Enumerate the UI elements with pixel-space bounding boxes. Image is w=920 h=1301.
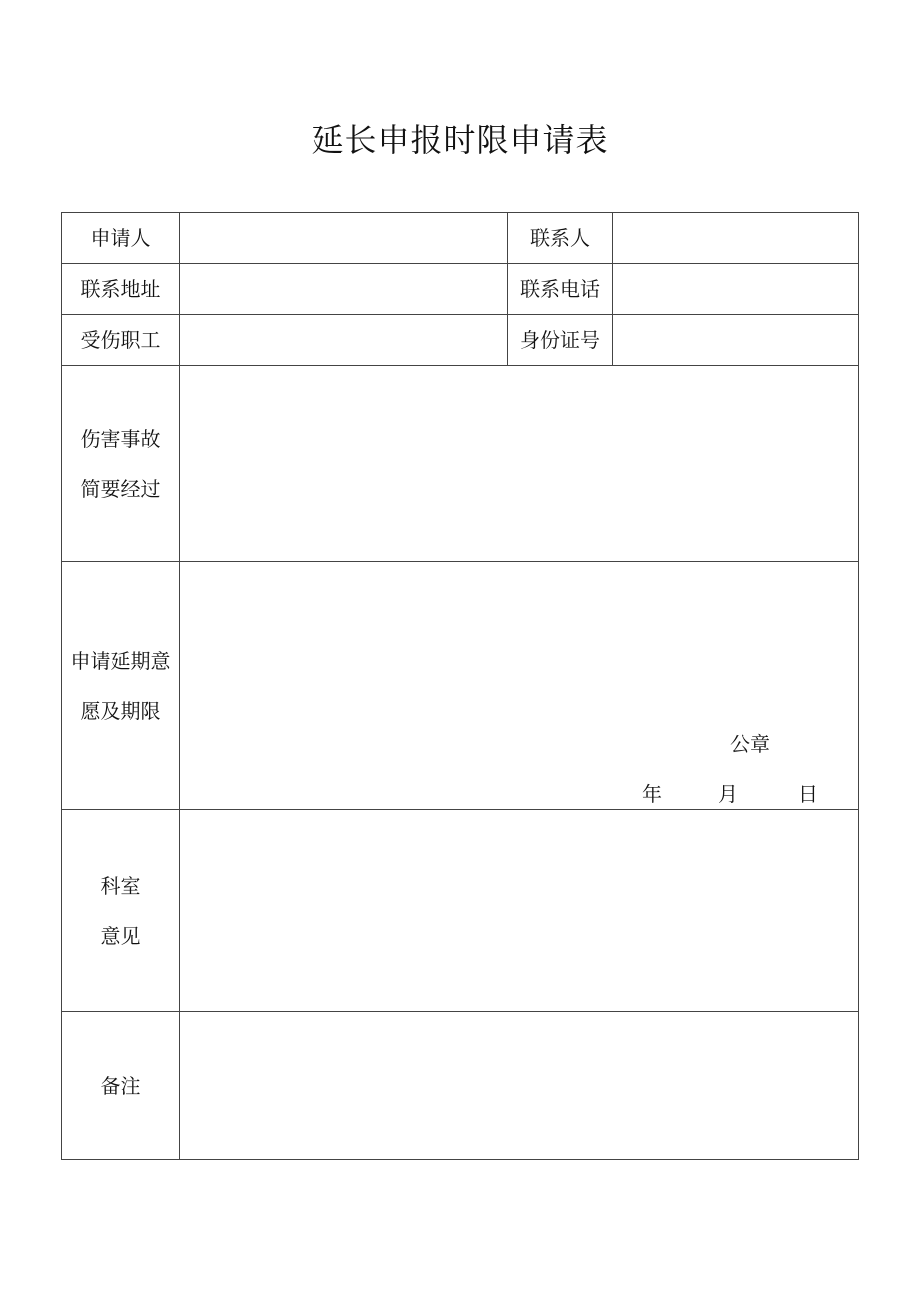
applicant-field[interactable]: [180, 213, 508, 264]
department-label-line1: 科室: [100, 873, 141, 898]
id-number-field[interactable]: [613, 315, 859, 366]
department-row: [62, 810, 859, 1012]
extension-request-field[interactable]: [180, 562, 859, 810]
accident-label-line2: 简要经过: [80, 476, 161, 501]
id-number-label: 身份证号: [508, 315, 613, 366]
extension-row: [62, 562, 859, 810]
official-seal-label: 公章: [730, 732, 770, 756]
phone-field[interactable]: [613, 264, 859, 315]
remarks-label: 备注: [62, 1012, 180, 1160]
address-label: 联系地址: [62, 264, 180, 315]
contact-person-label: 联系人: [508, 213, 613, 264]
address-field[interactable]: [180, 264, 508, 315]
application-form-table: [61, 212, 859, 1160]
contact-person-field[interactable]: [613, 213, 859, 264]
accident-description-field[interactable]: [180, 366, 859, 562]
remarks-row: [62, 1012, 859, 1160]
remarks-field[interactable]: [180, 1012, 859, 1160]
department-label: [62, 810, 180, 1012]
department-label-line2: 意见: [100, 923, 141, 948]
phone-label: 联系电话: [508, 264, 613, 315]
injured-worker-label: 受伤职工: [62, 315, 180, 366]
extension-label-line2: 愿及期限: [80, 698, 161, 723]
applicant-row: [62, 213, 859, 264]
accident-label: [62, 366, 180, 562]
extension-label-line1: 申请延期意: [70, 648, 171, 673]
applicant-label: 申请人: [62, 213, 180, 264]
injured-worker-row: [62, 315, 859, 366]
date-year-label: 年: [642, 782, 662, 806]
extension-label: [62, 562, 180, 810]
address-row: [62, 264, 859, 315]
department-opinion-field[interactable]: [180, 810, 859, 1012]
date-month-label: 月: [718, 782, 738, 806]
page-title: 延长申报时限申请表: [311, 121, 609, 159]
accident-row: [62, 366, 859, 562]
date-day-label: 日: [798, 782, 818, 806]
accident-label-line1: 伤害事故: [80, 426, 161, 451]
injured-worker-field[interactable]: [180, 315, 508, 366]
